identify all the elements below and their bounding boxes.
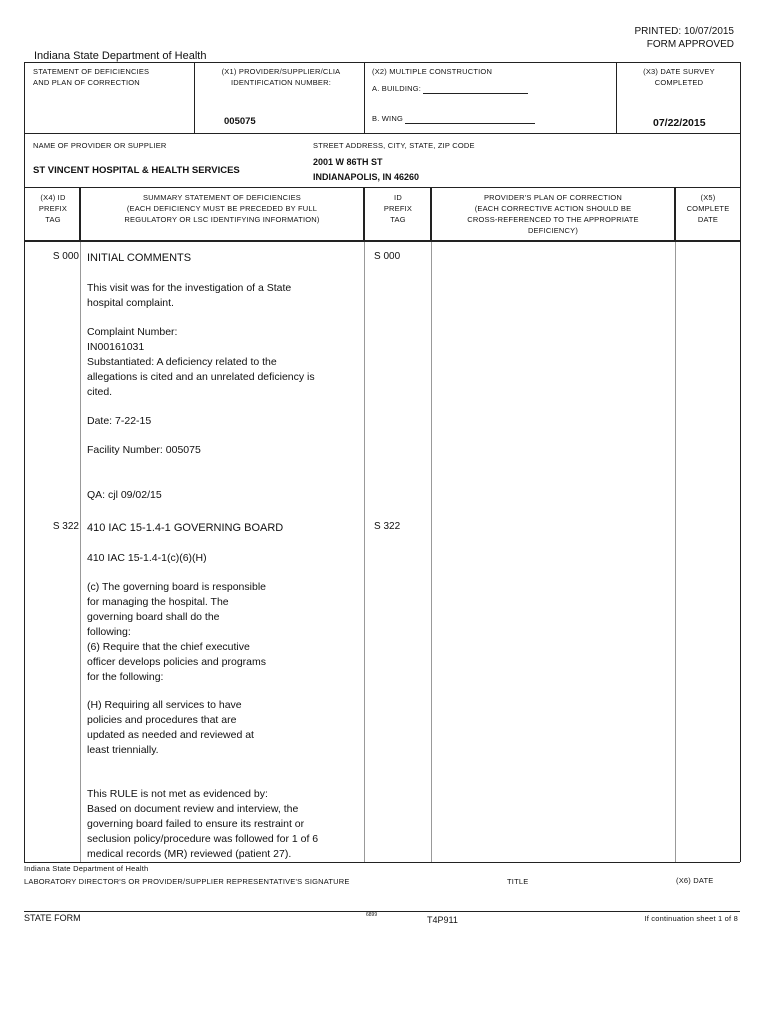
entry-text-block: This visit was for the investigation of a State hospital complaint. xyxy=(87,282,292,309)
entry-text-block: Facility Number: 005075 xyxy=(87,444,201,456)
entry-text-block: Complaint Number: IN00161031 Substantiated: A deficiency related to the allegations is cited and an unrelated deficiency is cited. xyxy=(87,326,315,398)
x2-label: (X2) MULTIPLE CONSTRUCTION xyxy=(372,67,493,76)
wing-label: B. WING xyxy=(372,114,403,123)
form-left-border xyxy=(24,62,25,862)
building-blank xyxy=(423,85,528,94)
entry-title: 410 IAC 15-1.4-1 GOVERNING BOARD xyxy=(87,522,284,534)
entry-title: INITIAL COMMENTS xyxy=(87,252,192,264)
statement-label: STATEMENT OF DEFICIENCIES AND PLAN OF CORRECTION xyxy=(33,67,150,87)
col-div-2 xyxy=(364,242,365,862)
building-field xyxy=(372,83,528,94)
wing-blank xyxy=(405,115,535,124)
x1-provider-number: 005075 xyxy=(224,116,256,127)
address-street: 2001 W 86TH ST xyxy=(313,157,383,167)
provider-name-label: NAME OF PROVIDER OR SUPPLIER xyxy=(33,141,167,150)
entry-tag: S 322 xyxy=(52,521,79,532)
form-status: FORM APPROVED xyxy=(646,39,734,50)
col-header-id: ID PREFIX TAG xyxy=(383,193,413,224)
col-div-4-header xyxy=(674,187,676,240)
col-div-1-header xyxy=(79,187,81,240)
row1-bottom-border xyxy=(24,133,740,134)
x3-survey-date: 07/22/2015 xyxy=(653,117,706,129)
footer-agency: Indiana State Department of Health xyxy=(24,864,149,873)
form-top-border xyxy=(24,62,740,63)
state-form-label: STATE FORM xyxy=(24,913,81,923)
agency-title: Indiana State Department of Health xyxy=(34,50,207,62)
col-header-summary: SUMMARY STATEMENT OF DEFICIENCIES (EACH DEFICIENCY MUST BE PRECEDED BY FULL REGULATORY OR LSC IDENTIFYING INFORMATION) xyxy=(124,193,320,224)
entry-id-tag: S 322 xyxy=(374,521,401,532)
continuation-sheet: If continuation sheet 1 of 8 xyxy=(644,914,738,923)
col-header-x5: (X5) COMPLETE DATE xyxy=(686,193,730,224)
x1-label: (X1) PROVIDER/SUPPLIER/CLIA IDENTIFICATION NUMBER: xyxy=(221,67,341,87)
col-div-3 xyxy=(431,242,432,862)
building-label: A. BUILDING: xyxy=(372,84,422,93)
form-right-border xyxy=(740,62,741,862)
printed-date: PRINTED: 10/07/2015 xyxy=(634,26,734,37)
address-city: INDIANAPOLIS, IN 46260 xyxy=(313,172,420,182)
entry-id-tag: S 000 xyxy=(374,251,401,262)
col-div-4 xyxy=(675,242,676,862)
entry-text-block: 410 IAC 15-1.4-1(c)(6)(H) xyxy=(87,552,207,564)
entry-text-block: QA: cjl 09/02/15 xyxy=(87,489,162,501)
signature-bottom-border xyxy=(24,911,740,912)
entry-text-block: Date: 7-22-15 xyxy=(87,415,152,427)
col-div-1 xyxy=(80,242,81,862)
entry-text-block: This RULE is not met as evidenced by: Based on document review and interview, the governing board failed to ensure its restraint or seclusion policy/procedure was followed for 1 of 6 medical records (MR) reviewed (patient 27). xyxy=(87,788,319,860)
x3-label: (X3) DATE SURVEY COMPLETED xyxy=(643,67,715,87)
divider-x3 xyxy=(616,62,617,133)
row2-bottom-border xyxy=(24,187,740,188)
event-id: T4P911 xyxy=(427,915,458,925)
column-header-bottom-border xyxy=(24,240,740,242)
form-code: 6899 xyxy=(366,912,378,918)
entry-text-block: (c) The governing board is responsible for managing the hospital. The governing board shall do the following: (6) Require that the chief executive officer develops policies and programs for the following: xyxy=(87,581,266,683)
col-header-x4: (X4) ID PREFIX TAG xyxy=(38,193,68,224)
col-div-3-header xyxy=(430,187,432,240)
title-label: TITLE xyxy=(507,877,529,886)
col-div-2-header xyxy=(363,187,365,240)
x6-date-label: (X6) DATE xyxy=(676,876,714,885)
signature-label: LABORATORY DIRECTOR'S OR PROVIDER/SUPPLIER REPRESENTATIVE'S SIGNATURE xyxy=(24,877,350,886)
entry-text-block: (H) Requiring all services to have policies and procedures that are updated as needed and reviewed at least triennially. xyxy=(87,699,254,756)
address-label: STREET ADDRESS, CITY, STATE, ZIP CODE xyxy=(313,141,475,150)
divider-x1 xyxy=(194,62,195,133)
wing-field xyxy=(372,113,535,124)
entry-tag: S 000 xyxy=(52,251,79,262)
col-header-plan: PROVIDER'S PLAN OF CORRECTION (EACH CORRECTIVE ACTION SHOULD BE CROSS-REFERENCED TO THE APPROPRIATE DEFICIENCY) xyxy=(467,193,639,235)
provider-name: ST VINCENT HOSPITAL & HEALTH SERVICES xyxy=(33,165,240,176)
